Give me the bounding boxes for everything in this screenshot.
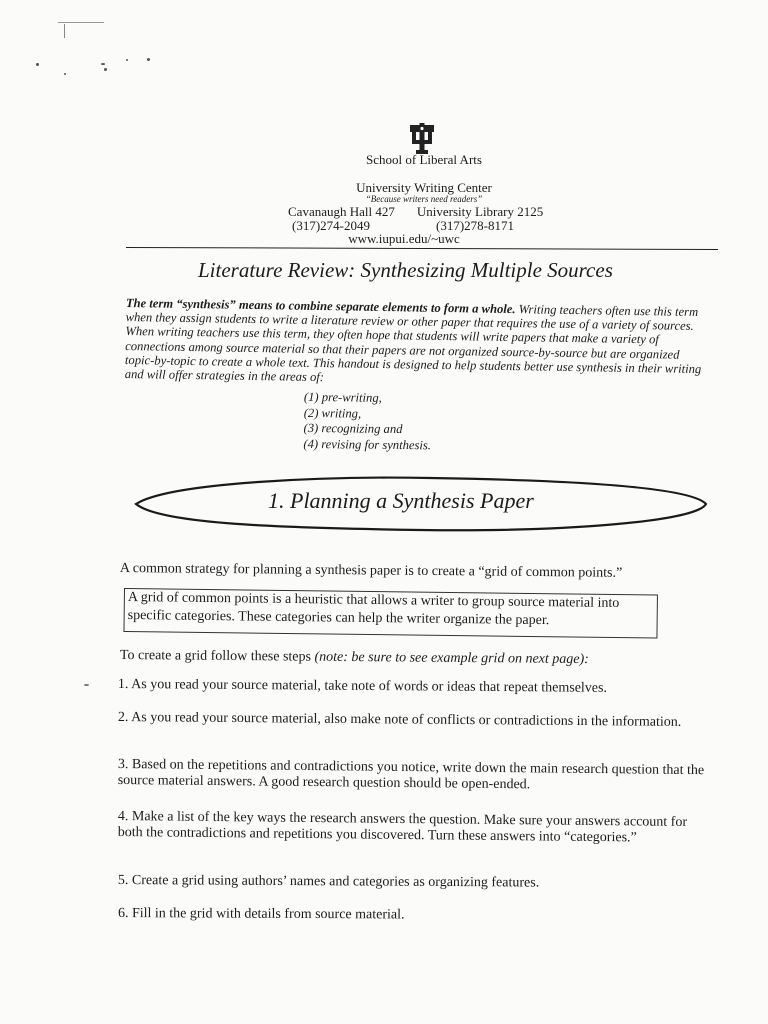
header-divider (126, 247, 718, 250)
step-item: 2. As you read your source material, also make note of conflicts or contradictions in the information. (117, 710, 682, 730)
scan-mark (101, 63, 105, 65)
scan-mark (147, 58, 150, 61)
step-item: 5. Create a grid using authors’ names and categories as organizing features. (117, 873, 540, 891)
website: www.iupui.edu/~uwc (348, 231, 460, 246)
phone-right: (317)278-8171 (436, 218, 514, 233)
strategy-area-item: (2) writing, (303, 405, 362, 421)
scan-mark (84, 684, 89, 686)
step-item: 4. Make a list of the key ways the research answers the question. Make sure your answers account for both the contradictions and repetitions you discovered. Turn these answers into “categories.” (117, 809, 688, 846)
scan-mark (36, 63, 39, 66)
common-strategy-paragraph: A common strategy for planning a synthesis paper is to create a “grid of common points.” (119, 561, 623, 581)
university-trident-logo-icon (406, 122, 438, 156)
scan-mark (58, 22, 104, 23)
strategy-area-item: (4) revising for synthesis. (303, 436, 432, 452)
scan-mark (104, 68, 107, 71)
steps-note: (note: be sure to see example grid on next page): (314, 649, 589, 668)
document-title: Literature Review: Synthesizing Multiple Sources (198, 258, 613, 282)
steps-intro (120, 648, 589, 668)
step-item: 1. As you read your source material, take note of words or ideas that repeat themselves. (117, 677, 608, 696)
phone-left: (317)274-2049 (292, 218, 370, 233)
grid-definition-text: A grid of common points is a heuristic that allows a writer to group source material into specific categories. These categories can help the writer organize the paper. (127, 589, 620, 629)
intro-lead: The term “synthesis” means to combine separate elements to form a whole. (125, 296, 516, 317)
steps-intro-text: To create a grid follow these steps (119, 648, 315, 665)
writing-center-name: University Writing Center (356, 180, 492, 195)
step-item: 3. Based on the repetitions and contradictions you notice, write down the main research question that the source material answers. A good research question should be open-ended. (117, 757, 705, 793)
scan-mark (126, 59, 128, 61)
scan-mark (64, 24, 65, 38)
strategy-areas-list (303, 390, 431, 453)
intro-rest: Writing teachers often use this term when they assign students to write a literature review or other paper that requires the use of a variety of sources. When writing teachers use this term, they often hope that students will write papers that make a variety of connections among source material so that their papers are not organized source-by-source but are organized topic-by-topic to create a whole text. This handout is designed to help students better use synthesis in their writing and will offer strategies in the areas of: (124, 302, 702, 385)
strategy-area-item: (1) pre-writing, (303, 390, 382, 405)
writing-center-motto: “Because writers need readers” (365, 194, 483, 204)
scan-mark (64, 73, 66, 75)
location-right: University Library 2125 (416, 204, 544, 219)
strategy-area-item: (3) recognizing and (303, 420, 403, 437)
school-name: School of Liberal Arts (366, 152, 482, 167)
location-left: Cavanaugh Hall 427 (288, 204, 395, 219)
section-heading: 1. Planning a Synthesis Paper (268, 488, 534, 513)
step-item: 6. Fill in the grid with details from source material. (117, 906, 405, 923)
intro-paragraph (125, 296, 708, 390)
